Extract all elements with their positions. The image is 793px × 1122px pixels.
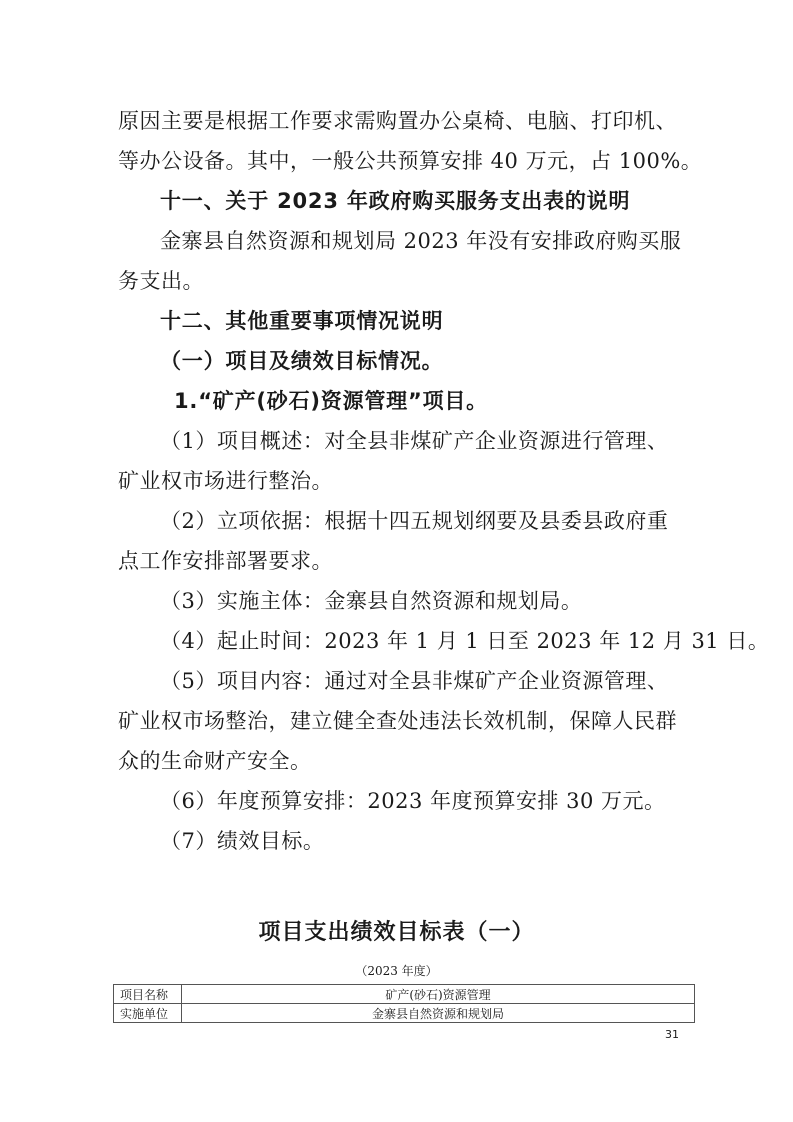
paragraph-line: 金寨县自然资源和规划局 2023 年没有安排政府购买服	[160, 229, 682, 253]
paragraph-line: 众的生命财产安全。	[118, 749, 312, 773]
paragraph-line: 矿业权市场进行整治。	[118, 469, 333, 493]
section-heading-12: 十二、其他重要事项情况说明	[160, 309, 444, 333]
paragraph-line: （2）立项依据：根据十四五规划纲要及县委县政府重	[160, 509, 669, 533]
paragraph-line: 等办公设备。其中，一般公共预算安排 40 万元，占 100%。	[118, 149, 703, 173]
subsection-heading: （一）项目及绩效目标情况。	[160, 349, 444, 373]
paragraph-line: 原因主要是根据工作要求需购置办公桌椅、电脑、打印机、	[118, 109, 677, 133]
section-heading-11: 十一、关于 2023 年政府购买服务支出表的说明	[160, 189, 631, 213]
paragraph-line: （6）年度预算安排：2023 年度预算安排 30 万元。	[160, 789, 666, 813]
page-number: 31	[665, 1028, 679, 1041]
paragraph-line: （3）实施主体：金寨县自然资源和规划局。	[160, 589, 583, 613]
paragraph-line: （4）起止时间：2023 年 1 月 1 日至 2023 年 12 月 31 日。	[160, 629, 770, 653]
row-label: 项目名称	[114, 985, 182, 1004]
performance-target-table	[113, 984, 695, 1023]
paragraph-line: 务支出。	[118, 269, 204, 293]
paragraph-line: （1）项目概述：对全县非煤矿产企业资源进行管理、	[160, 429, 669, 453]
paragraph-line: 矿业权市场整治，建立健全查处违法长效机制，保障人民群	[118, 709, 677, 733]
project-heading: 1.“矿产(砂石)资源管理”项目。	[174, 389, 488, 413]
table-year: （2023 年度）	[355, 964, 438, 978]
row-value: 矿产(砂石)资源管理	[182, 985, 695, 1004]
table-row	[114, 1004, 695, 1023]
row-value: 金寨县自然资源和规划局	[182, 1004, 695, 1023]
table-row	[114, 985, 695, 1004]
paragraph-line: （7）绩效目标。	[160, 829, 325, 853]
paragraph-line: （5）项目内容：通过对全县非煤矿产企业资源管理、	[160, 669, 669, 693]
table-title: 项目支出绩效目标表（一）	[258, 920, 535, 945]
row-label: 实施单位	[114, 1004, 182, 1023]
paragraph-line: 点工作安排部署要求。	[118, 549, 333, 573]
